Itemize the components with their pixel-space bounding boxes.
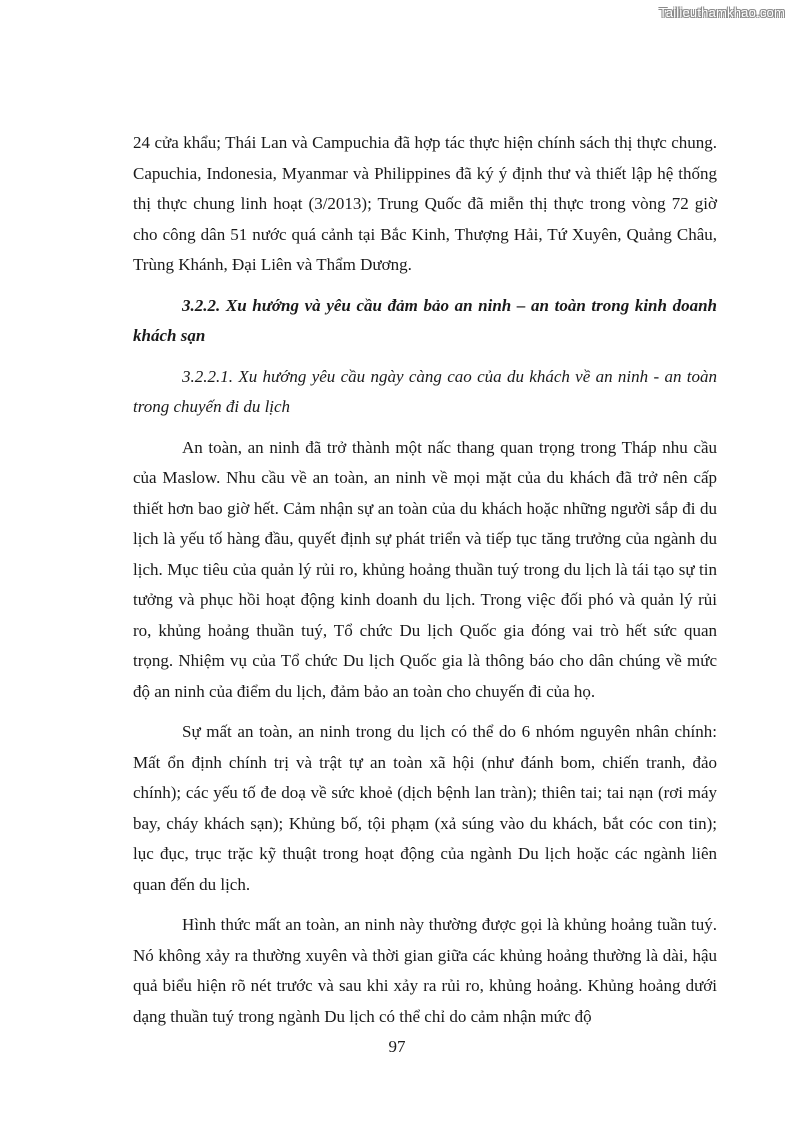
subsection-heading-3-2-2-1: 3.2.2.1. Xu hướng yêu cầu ngày càng cao của du khách về an ninh - an toàn trong chuyến đi du lịch (133, 366, 717, 416)
page-number: 97 (388, 1037, 406, 1056)
document-body (133, 128, 717, 1042)
watermark: Tailieuthamkhao.com (659, 5, 785, 20)
paragraph-continuation: 24 cửa khẩu; Thái Lan và Campuchia đã hợp tác thực hiện chính sách thị thực chung. Capuchia, Indonesia, Myanmar và Philippines đã ký ý định thư và thiết lập hệ thống thị thực chung linh hoạt (3/2013); Trung Quốc đã miễn thị thực trong vòng 72 giờ cho công dân 51 nước quá cảnh tại Bắc Kinh, Thượng Hải, Tứ Xuyên, Quảng Châu, Trùng Khánh, Đại Liên và Thẩm Dương. (133, 133, 717, 274)
paragraph-causes: Sự mất an toàn, an ninh trong du lịch có thể do 6 nhóm nguyên nhân chính: Mất ổn định chính trị và trật tự an toàn xã hội (như đánh bom, chiến tranh, đảo chính); các yếu tố đe doạ về sức khoẻ (dịch bệnh lan tràn); thiên tai; tai nạn (rơi máy bay, cháy khách sạn); Khủng bố, tội phạm (xả súng vào du khách, bắt cóc con tin); lục đục, trục trặc kỹ thuật trong hoạt động của ngành Du lịch hoặc các ngành liên quan đến du lịch. (133, 722, 717, 894)
paragraph-pure-crisis: Hình thức mất an toàn, an ninh này thường được gọi là khủng hoảng tuần tuý. Nó không xảy ra thường xuyên và thời gian giữa các khủng hoảng thường là dài, hậu quả biểu hiện rõ nét trước và sau khi xảy ra rủi ro, khủng hoảng. Khủng hoảng dưới dạng thuần tuý trong ngành Du lịch có thể chỉ do cảm nhận mức độ (133, 915, 717, 1026)
section-heading-3-2-2: 3.2.2. Xu hướng và yêu cầu đảm bảo an ninh – an toàn trong kinh doanh khách sạn (133, 295, 717, 345)
paragraph-safety-maslow: An toàn, an ninh đã trở thành một nấc thang quan trọng trong Tháp nhu cầu của Maslow. Nhu cầu về an toàn, an ninh về mọi mặt của du khách đã trở nên cấp thiết hơn bao giờ hết. Cảm nhận sự an toàn của du khách hoặc những người sắp đi du lịch là yếu tố hàng đầu, quyết định sự phát triển và tiếp tục tăng trưởng của ngành du lịch. Mục tiêu của quản lý rủi ro, khủng hoảng thuần tuý trong du lịch là tái tạo sự tin tưởng và phục hồi hoạt động kinh doanh du lịch. Trong việc đối phó và quản lý rủi ro, khủng hoảng thuần tuý, Tổ chức Du lịch Quốc gia đóng vai trò hết sức quan trọng. Nhiệm vụ của Tổ chức Du lịch Quốc gia là thông báo cho dân chúng về mức độ an ninh của điểm du lịch, đảm bảo an toàn cho chuyến đi của họ. (133, 437, 717, 701)
